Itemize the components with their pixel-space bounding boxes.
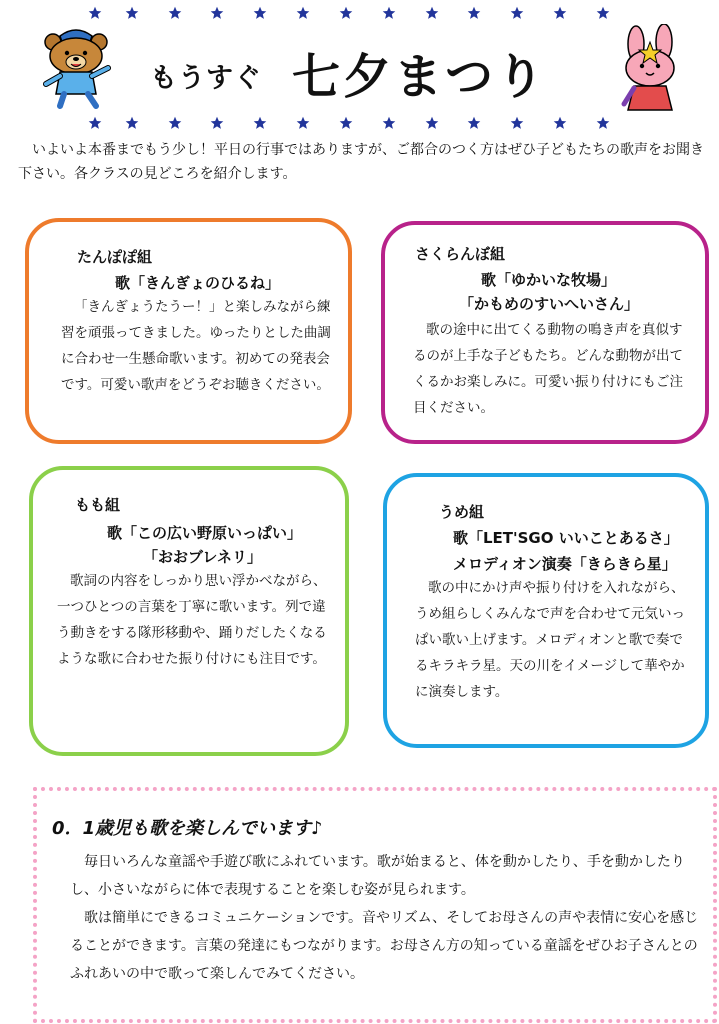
notice-paragraph: 歌は簡単にできるコミュニケーションです。音やリズム、そしてお母さんの声や表情に安心を感じることができます。言葉の発達にもつながります。お母さん方の知っている童謡をぜひお子さんとのふれあいの中で歌って楽しんでみてください。	[70, 910, 699, 982]
class-description: 歌の中にかけ声や振り付けを入れながら、うめ組らしくみんなで声を合わせて元気いっぱい歌い上げます。メロディオンと歌で奏でるキラキラ星。天の川をイメージして華やかに演奏します。	[415, 580, 685, 700]
star-icon	[168, 116, 182, 130]
star-icon	[596, 116, 610, 130]
song-title-2: メロディオン演奏「きらきら星」	[453, 555, 677, 573]
star-icon	[467, 6, 481, 20]
star-icon	[553, 116, 567, 130]
star-icon	[467, 116, 481, 130]
song-title-2: 「かもめのすいへいさん」	[459, 295, 640, 313]
notice-body	[70, 848, 706, 988]
notice-paragraph: 毎日いろんな童謡や手遊び歌にふれています。歌が始まると、体を動かしたり、手を動かしたりし、小さいながらに体で表現することを楽しむ姿が見られます。	[70, 854, 685, 898]
song-title: 歌「この広い野原いっぱい」	[107, 524, 303, 542]
title-prefix: もうすぐ	[150, 63, 262, 94]
notice-title: 0．1歳児も歌を楽しんでいます♪	[52, 818, 323, 839]
star-icon	[88, 6, 102, 20]
card-momo	[29, 466, 349, 756]
star-icon	[510, 6, 524, 20]
card-tanpopo	[25, 218, 352, 444]
star-icon	[425, 116, 439, 130]
star-icon	[210, 116, 224, 130]
star-icon	[125, 6, 139, 20]
class-description: 「きんぎょうたうー！」と楽しみながら練習を頑張ってきました。ゆったりとした曲調に合わせ一生懸命歌います。初めての発表会です。可愛い歌声をどうぞお聴きください。	[61, 299, 331, 393]
star-icon	[510, 116, 524, 130]
star-icon	[425, 6, 439, 20]
card-sakuranbo	[381, 221, 709, 444]
star-icon	[382, 116, 396, 130]
class-name: もも組	[75, 496, 121, 514]
page-title: 七夕まつり	[292, 49, 548, 105]
star-icon	[339, 116, 353, 130]
song-title: 歌「ゆかいな牧場」	[481, 271, 617, 289]
star-icon	[296, 6, 310, 20]
star-icon	[210, 6, 224, 20]
class-name: さくらんぼ組	[415, 245, 506, 263]
star-icon	[596, 6, 610, 20]
intro-text: いよいよ本番までもう少し！平日の行事ではありますが、ご都合のつく方はぜひ子どもたちの歌声をお聞き下さい。各クラスの見どころを紹介します。	[18, 142, 704, 182]
class-name: うめ組	[439, 503, 485, 521]
card-ume	[383, 473, 709, 748]
star-icon	[125, 116, 139, 130]
song-title: 歌「LET'SGO いいことあるさ」	[453, 529, 679, 547]
class-description: 歌の途中に出てくる動物の鳴き声を真似するのが上手な子どもたち。どんな動物が出てくるかお楽しみに。可愛い振り付けにもご注目ください。	[413, 322, 683, 416]
song-title-2: 「おおブレネリ」	[143, 548, 262, 566]
class-description: 歌詞の内容をしっかり思い浮かべながら、一つひとつの言葉を丁寧に歌います。列で違う動きをする隊形移動や、踊りだしたくなるような歌に合わせた振り付けにも注目です。	[57, 573, 327, 667]
star-icon	[296, 116, 310, 130]
star-icon	[382, 6, 396, 20]
star-icon	[553, 6, 567, 20]
class-name: たんぽぽ組	[77, 248, 153, 266]
rabbit-icon	[612, 24, 692, 114]
star-icon	[339, 6, 353, 20]
star-icon	[253, 116, 267, 130]
star-icon	[88, 116, 102, 130]
bear-icon	[36, 22, 116, 110]
star-icon	[253, 6, 267, 20]
song-title: 歌「きんぎょのひるね」	[115, 274, 281, 292]
star-icon	[168, 6, 182, 20]
